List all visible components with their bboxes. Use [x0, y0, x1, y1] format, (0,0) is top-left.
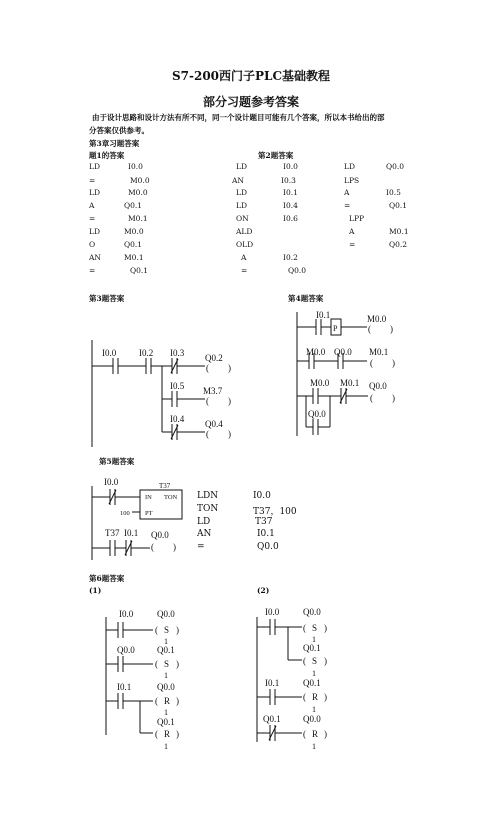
il-op: =: [349, 240, 356, 249]
contact-label: I0.1: [124, 528, 139, 538]
reset-coil-mark: R: [312, 692, 319, 702]
contact-label: Q0.1: [263, 714, 281, 724]
contact-label: I0.2: [139, 348, 154, 358]
reset-coil-mark: R: [164, 729, 171, 739]
coil-open: (: [303, 692, 306, 702]
il-op: A: [349, 227, 355, 236]
il-op: OLD: [236, 240, 254, 249]
chapter-3-heading: 第3章习题答案: [89, 139, 140, 148]
coil-close: ): [390, 324, 393, 334]
il-op: A: [344, 188, 350, 197]
timer-preset: 100: [120, 510, 130, 517]
il-op: LD: [236, 188, 247, 197]
il-arg: I0.2: [283, 253, 298, 262]
set-coil-mark: S: [164, 625, 170, 635]
q6-part-2-label: (2): [257, 586, 270, 595]
il-op: LD: [236, 201, 247, 210]
il-op: LD: [89, 188, 100, 197]
il-op: =: [197, 542, 205, 552]
coil-close: ): [324, 623, 327, 633]
il-arg: M0.0: [124, 227, 144, 236]
intro-line-1: 由于设计思路和设计方法有所不同，同一个设计题目可能有几个答案，所以本书给出的部: [92, 113, 385, 122]
il-op: LD: [197, 517, 211, 527]
coil-label: Q0.1: [157, 717, 175, 727]
q6-heading: 第6题答案: [89, 574, 125, 583]
set-coil-mark: S: [164, 659, 170, 669]
coil-close: ): [228, 429, 231, 439]
il-arg: I0.1: [257, 529, 275, 539]
contact-label: Q0.0: [334, 347, 352, 357]
il-arg: M0.1: [128, 214, 148, 223]
intro-line-2: 分答案仅供参考。: [89, 126, 149, 135]
coil-open: (: [303, 729, 306, 739]
contact-label: M0.0: [310, 378, 330, 388]
q5-heading: 第5题答案: [99, 457, 135, 466]
coil-label: Q0.0: [303, 714, 321, 724]
contact-label: I0.0: [119, 609, 134, 619]
il-arg: I0.3: [281, 176, 296, 185]
coil-open: (: [368, 324, 371, 334]
doc-title: S7-200西门子PLC基础教程: [171, 69, 331, 83]
coil-label: Q0.1: [303, 643, 321, 653]
contact-label: Q0.0: [308, 409, 326, 419]
il-arg: T37，100: [253, 507, 297, 517]
il-arg: Q0.1: [124, 201, 143, 210]
il-arg: T37: [255, 517, 273, 527]
il-arg: I0.0: [283, 162, 298, 171]
il-arg: M0.0: [128, 188, 148, 197]
coil-open: (: [303, 623, 306, 633]
coil-open: (: [155, 625, 158, 635]
contact-label: I0.0: [104, 477, 119, 487]
coil-count: 1: [164, 708, 168, 717]
il-arg: I0.0: [128, 162, 143, 171]
il-arg: Q0.2: [389, 240, 408, 249]
coil-close: ): [324, 729, 327, 739]
contact-label: I0.1: [117, 682, 132, 692]
contact-label: M0.1: [340, 378, 360, 388]
timer-number: T37: [159, 482, 171, 490]
il-arg: M0.1: [124, 253, 144, 262]
coil-count: 1: [312, 742, 316, 751]
coil-close: ): [392, 393, 395, 403]
coil-label: Q0.0: [157, 682, 175, 692]
il-op: LD: [89, 162, 100, 171]
il-arg: Q0.1: [124, 240, 143, 249]
coil-close: ): [176, 729, 179, 739]
reset-coil-mark: R: [312, 729, 319, 739]
coil-close: ): [176, 659, 179, 669]
coil-open: (: [151, 542, 154, 552]
il-op: TON: [197, 504, 219, 514]
positive-edge-label: P: [333, 324, 338, 333]
il-arg: I0.6: [283, 214, 298, 223]
contact-label: I0.1: [265, 678, 280, 688]
reset-coil-mark: R: [164, 696, 171, 706]
coil-count: 1: [312, 705, 316, 714]
il-arg: Q0.0: [257, 542, 279, 552]
il-op: =: [89, 266, 96, 275]
coil-open: (: [155, 659, 158, 669]
coil-label: Q0.4: [205, 419, 223, 429]
q6-part-1-label: (1): [89, 586, 102, 595]
il-arg: I0.5: [386, 188, 401, 197]
coil-open: (: [370, 358, 373, 368]
il-arg: Q0.1: [130, 266, 149, 275]
il-op: =: [89, 214, 96, 223]
coil-open: (: [155, 729, 158, 739]
il-arg: Q0.0: [288, 266, 307, 275]
coil-label: Q0.2: [205, 353, 223, 363]
il-op: LPP: [349, 214, 365, 223]
coil-close: ): [228, 363, 231, 373]
coil-close: ): [392, 358, 395, 368]
coil-close: ): [324, 692, 327, 702]
il-arg: I0.1: [283, 188, 298, 197]
contact-label: I0.0: [102, 348, 117, 358]
il-arg: M0.0: [130, 176, 150, 185]
il-arg: Q0.0: [386, 162, 405, 171]
coil-label: Q0.0: [157, 609, 175, 619]
q4-heading: 第4题答案: [288, 294, 324, 303]
il-op: LD: [344, 162, 355, 171]
q2-heading: 第2题答案: [258, 151, 294, 160]
coil-label: M0.0: [367, 314, 387, 324]
q3-heading: 第3题答案: [89, 294, 125, 303]
coil-open: (: [206, 363, 209, 373]
coil-label: Q0.0: [303, 607, 321, 617]
coil-label: Q0.0: [369, 381, 387, 391]
coil-label: M3.7: [203, 386, 223, 396]
contact-label: I0.5: [170, 381, 185, 391]
il-arg: Q0.1: [389, 201, 408, 210]
coil-count: 1: [164, 637, 168, 646]
contact-label: I0.0: [265, 607, 280, 617]
coil-label: Q0.1: [303, 678, 321, 688]
il-op: ON: [236, 214, 249, 223]
set-coil-mark: S: [312, 656, 318, 666]
coil-close: ): [176, 625, 179, 635]
coil-open: (: [303, 656, 306, 666]
set-coil-mark: S: [312, 623, 318, 633]
coil-count: 1: [312, 669, 316, 678]
timer-in-pin: IN: [145, 494, 152, 501]
coil-label: Q0.1: [157, 645, 175, 655]
contact-label: I0.1: [316, 310, 331, 320]
coil-count: 1: [312, 635, 316, 644]
il-op: ALD: [236, 227, 253, 236]
contact-label: Q0.0: [117, 645, 135, 655]
il-arg: I0.0: [253, 491, 271, 501]
il-op: AN: [89, 253, 101, 262]
coil-open: (: [370, 393, 373, 403]
il-arg: M0.1: [389, 227, 409, 236]
il-op: LDN: [197, 491, 219, 501]
il-op: AN: [232, 176, 244, 185]
coil-open: (: [155, 696, 158, 706]
coil-close: ): [324, 656, 327, 666]
coil-label: Q0.0: [151, 530, 169, 540]
il-op: O: [89, 240, 96, 249]
il-op: =: [241, 266, 248, 275]
il-op: =: [89, 176, 96, 185]
contact-label: M0.0: [306, 347, 326, 357]
coil-label: M0.1: [369, 347, 389, 357]
coil-close: ): [176, 696, 179, 706]
il-arg: I0.4: [283, 201, 298, 210]
il-op: A: [241, 253, 247, 262]
il-op: A: [89, 201, 95, 210]
coil-count: 1: [164, 742, 168, 751]
il-op: AN: [197, 529, 212, 539]
coil-count: 1: [164, 671, 168, 680]
contact-label: T37: [105, 528, 120, 538]
il-op: LD: [236, 162, 247, 171]
timer-pt-pin: PT: [145, 510, 153, 517]
contact-label: I0.4: [170, 414, 185, 424]
il-op: LPS: [344, 176, 360, 185]
coil-close: ): [173, 542, 176, 552]
doc-subtitle: 部分习题参考答案: [202, 95, 300, 109]
il-op: =: [344, 201, 351, 210]
coil-close: ): [228, 396, 231, 406]
il-op: LD: [89, 227, 100, 236]
contact-label: I0.3: [170, 348, 185, 358]
coil-open: (: [206, 429, 209, 439]
timer-type: TON: [164, 494, 178, 501]
q1-heading: 题1的答案: [89, 151, 125, 160]
coil-open: (: [206, 396, 209, 406]
